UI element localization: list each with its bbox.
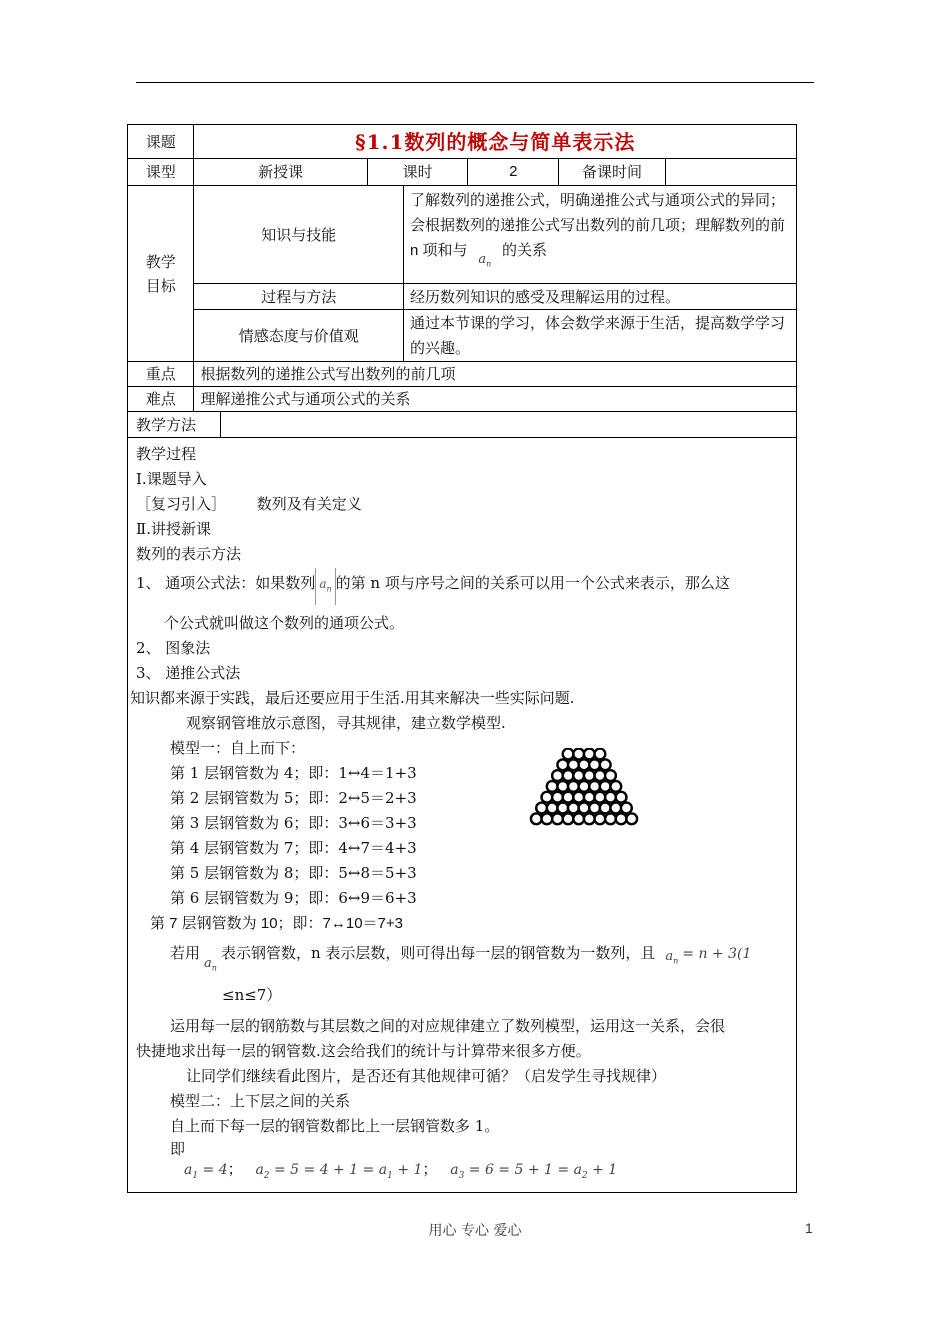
pipe — [584, 770, 595, 781]
pipe — [563, 770, 574, 781]
pipe — [568, 803, 579, 814]
pipe — [600, 781, 611, 792]
range-text: ≤n≤7） — [222, 985, 282, 1004]
knowledge-label: 知识与技能 — [194, 186, 404, 284]
pipe — [584, 749, 595, 760]
emotion-label: 情感态度与价值观 — [194, 310, 404, 362]
recurrence-equations — [136, 1159, 788, 1186]
pipe — [584, 792, 595, 803]
eq-a3-value: = 6 = 5 + 1 = — [468, 1161, 570, 1178]
knowledge-line-3 — [410, 238, 790, 269]
ji-label: 即 — [170, 1139, 186, 1158]
pipe — [584, 813, 595, 824]
pipe — [589, 759, 600, 770]
layer-row: 第 3 层钢管数为 6；即：3↔6＝3+3 — [170, 814, 417, 833]
pipe — [616, 813, 627, 824]
paragraph-model-2: 快捷地求出每一层的钢管数.这会给我们的统计与计算带来很多方便。 — [136, 1041, 591, 1060]
pipe — [605, 813, 616, 824]
pipe — [589, 803, 600, 814]
semicolon: ； — [422, 1159, 438, 1178]
pipe — [531, 813, 542, 824]
method-label: 教学方法 — [128, 412, 221, 438]
layer-row: 第 6 层钢管数为 9；即：6↔9＝6+3 — [170, 889, 417, 908]
pipe — [605, 770, 616, 781]
layer-row: 第 1 层钢管数为 4；即：1↔4＝1+3 — [170, 764, 417, 783]
pipe — [579, 803, 590, 814]
a-n-symbol: $a_n$ — [478, 252, 492, 269]
section-new: Ⅱ.讲授新课 — [136, 520, 211, 538]
hours-value: 2 — [468, 159, 559, 186]
model1-heading: 模型一：自上而下： — [170, 739, 306, 758]
pipe — [552, 792, 563, 803]
page-number: 1 — [805, 1220, 813, 1236]
prep-value — [665, 159, 796, 186]
pipe — [600, 803, 611, 814]
item1-text-a: 1、 通项公式法：如果数列 — [136, 574, 316, 592]
pipe — [557, 759, 568, 770]
review-tag: ［复习引入］ — [136, 495, 227, 513]
pipe — [568, 781, 579, 792]
lesson-title: §1.1数列的概念与简单表示法 — [194, 125, 797, 159]
pipe — [557, 803, 568, 814]
pipe — [589, 781, 600, 792]
hours-label: 课时 — [367, 159, 468, 186]
pipe — [563, 749, 574, 760]
layer-row: 第 4 层钢管数为 7；即：4↔7＝4+3 — [170, 839, 417, 858]
pipe — [552, 813, 563, 824]
paragraph-observe: 观察钢管堆放示意图，寻其规律，建立数学模型. — [186, 714, 506, 733]
pipe — [547, 781, 558, 792]
emotion-text: 通过本节课的学习，体会数学来源于生活，提高数学学习的兴趣。 — [404, 310, 797, 362]
eq-a1: $a_1 = 4$ — [184, 1161, 228, 1181]
pipe — [568, 759, 579, 770]
paragraph-continue: 让同学们继续看此图片，是否还有其他规律可循？（启发学生寻找规律） — [186, 1066, 667, 1085]
sequence-an-symbol: $a_n$ — [315, 568, 335, 605]
objectives-label — [128, 186, 194, 362]
semicolon: ； — [227, 1159, 243, 1178]
knowledge-text — [404, 186, 797, 284]
item1-line — [136, 567, 788, 605]
keypoint-label: 重点 — [128, 362, 194, 387]
pipe — [595, 770, 606, 781]
header-rule — [136, 82, 814, 83]
section-intro: Ⅰ.课题导入 — [136, 470, 207, 488]
prep-label: 备课时间 — [559, 159, 666, 186]
pipe — [536, 803, 547, 814]
paragraph-increment: 自上而下每一层的钢管数都比上一层钢管数多 1。 — [170, 1116, 500, 1135]
knowledge-line-2: 会根据数列的递推公式写出数列的前几项；理解数列的前 — [410, 216, 786, 234]
if-formula: = n + 3(1 — [682, 946, 752, 963]
pipe — [542, 792, 553, 803]
layer-row-7: 第 7 层钢管数为 10；即：7↔10＝7+3 — [150, 915, 404, 933]
if-text-a: 若用 — [170, 944, 201, 963]
difficulty-text: 理解递推公式与通项公式的关系 — [194, 387, 797, 412]
pipe — [573, 749, 584, 760]
pipe — [595, 813, 606, 824]
item2: 2、 图象法 — [136, 639, 211, 658]
layer-row: 第 2 层钢管数为 5；即：2↔5＝2+3 — [170, 789, 417, 808]
pipe — [616, 792, 627, 803]
paragraph-practice: 知识都来源于实践，最后还要应用于生活.用其来解决一些实际问题. — [130, 689, 575, 708]
eq-a2-tail: + 1 — [397, 1161, 423, 1178]
item1-text-c: 个公式就叫做这个数列的通项公式。 — [164, 614, 405, 633]
teaching-process — [128, 438, 797, 1193]
eq-a1-value: = 4 — [202, 1161, 228, 1178]
pipe — [595, 792, 606, 803]
title-label: 课题 — [128, 125, 194, 159]
pipe — [595, 749, 606, 760]
pipe — [605, 792, 616, 803]
layer-row: 第 5 层钢管数为 8；即：5↔8＝5+3 — [170, 864, 417, 883]
pipe — [573, 770, 584, 781]
a-n-symbol: $a_n$ — [665, 949, 679, 966]
keypoint-text: 根据数列的递推公式写出数列的前几项 — [194, 362, 797, 387]
lesson-plan-table — [127, 124, 797, 1193]
paragraph-model-1: 运用每一层的钢筋数与其层数之间的对应规律建立了数列模型，运用这一关系，会很 — [170, 1016, 726, 1035]
pipe — [610, 803, 621, 814]
eq-a3-tail: + 1 — [592, 1161, 618, 1178]
eq-a3: $a_3 = 6 = 5 + 1 = a_2 + 1$ — [450, 1161, 618, 1181]
a-n-symbol: $a_n$ — [204, 956, 217, 973]
pipe — [547, 803, 558, 814]
representation-heading: 数列的表示方法 — [136, 545, 242, 563]
process-text: 经历数列知识的感受及理解运用的过程。 — [404, 284, 797, 310]
layer-list — [136, 761, 788, 911]
eq-a2-value: = 5 = 4 + 1 = — [273, 1161, 375, 1178]
pipe — [542, 813, 553, 824]
pipe — [610, 781, 621, 792]
pipe — [563, 813, 574, 824]
pipe — [579, 781, 590, 792]
pipe — [579, 759, 590, 770]
steel-pipe-stack-image — [528, 748, 640, 826]
if-text-b: 表示钢管数，n 表示层数，则可得出每一层的钢管数为一数列，且 — [220, 944, 656, 963]
pipe — [626, 813, 637, 824]
pipe — [557, 781, 568, 792]
process-heading: 教学过程 — [136, 445, 197, 463]
eq-a2: $a_2 = 5 = 4 + 1 = a_1 + 1$ — [255, 1161, 423, 1181]
pipe — [573, 792, 584, 803]
method-text — [220, 412, 796, 438]
review-text: 数列及有关定义 — [256, 495, 362, 513]
pipe — [552, 770, 563, 781]
type-value: 新授课 — [194, 159, 367, 186]
knowledge-line-3a: n 项和与 — [410, 242, 468, 259]
pipe — [573, 813, 584, 824]
difficulty-label: 难点 — [128, 387, 194, 412]
knowledge-line-1: 了解数列的递推公式，明确递推公式与通项公式的异同； — [410, 191, 786, 209]
objectives-label-text: 教学目标 — [145, 252, 176, 295]
review-line — [136, 492, 788, 517]
process-label: 过程与方法 — [194, 284, 404, 310]
item3: 3、 递推公式法 — [136, 664, 241, 683]
model2-heading: 模型二：上下层之间的关系 — [170, 1091, 351, 1110]
if-line — [136, 936, 788, 977]
pipe — [600, 759, 611, 770]
knowledge-line-3b: 的关系 — [502, 241, 548, 259]
type-label: 课型 — [128, 159, 194, 186]
footer-motto: 用心 专心 爱心 — [428, 1223, 522, 1239]
pipe — [621, 803, 632, 814]
item1-text-b: 的第 n 项与序号之间的关系可以用一个公式来表示，那么这 — [335, 574, 730, 592]
pipe — [563, 792, 574, 803]
